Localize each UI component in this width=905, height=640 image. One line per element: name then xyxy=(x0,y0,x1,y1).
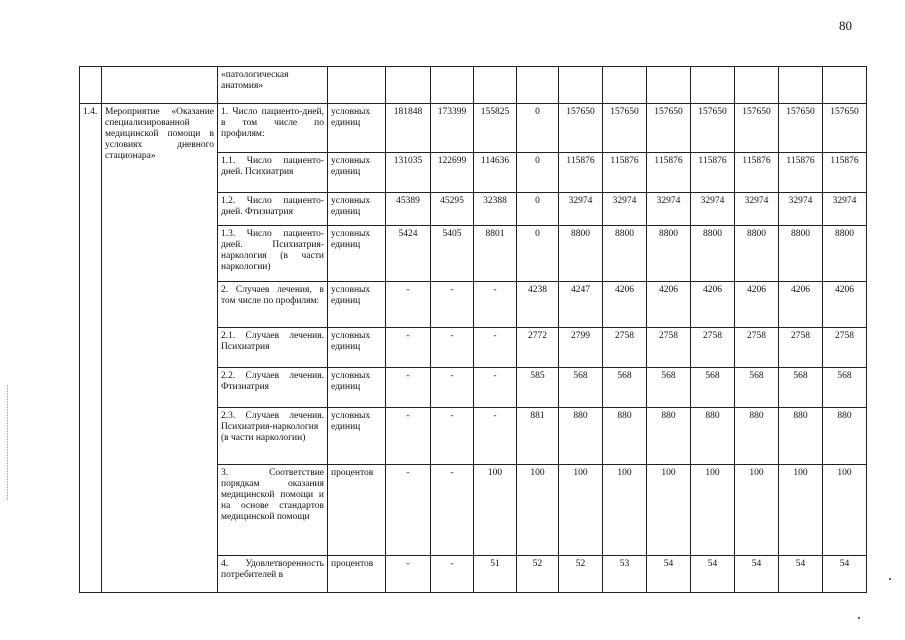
value-cell: 880 xyxy=(691,408,735,465)
value-cell: 155825 xyxy=(474,104,517,153)
value-cell: 32974 xyxy=(823,193,867,226)
item-number-cell: 1.4. xyxy=(80,104,102,593)
value-cell: - xyxy=(431,282,474,328)
value-cell: 4206 xyxy=(779,282,823,328)
cell-empty xyxy=(328,67,386,104)
value-cell: 100 xyxy=(779,465,823,556)
indicator-cell: «патологическая анатомия» xyxy=(218,67,328,104)
indicator-cell: 1. Число пациенто-дней, в том числе по профилям: xyxy=(218,104,328,153)
value-cell: 115876 xyxy=(735,153,779,193)
value-cell: 32974 xyxy=(559,193,603,226)
value-cell: 157650 xyxy=(603,104,647,153)
scan-dot xyxy=(858,617,860,619)
value-cell: - xyxy=(431,556,474,593)
unit-cell: условных единиц xyxy=(328,368,386,408)
value-cell: 173399 xyxy=(431,104,474,153)
value-cell: 2758 xyxy=(647,328,691,368)
value-cell: 45389 xyxy=(386,193,431,226)
unit-cell: условных единиц xyxy=(328,153,386,193)
cell-empty xyxy=(102,67,218,104)
value-cell: 881 xyxy=(517,408,559,465)
value-cell: 54 xyxy=(691,556,735,593)
value-cell: 100 xyxy=(517,465,559,556)
table-row xyxy=(80,104,867,153)
value-cell: - xyxy=(431,408,474,465)
cell-empty xyxy=(823,67,867,104)
value-cell: 53 xyxy=(603,556,647,593)
value-cell: 2758 xyxy=(603,328,647,368)
value-cell: 4206 xyxy=(735,282,779,328)
value-cell: 157650 xyxy=(647,104,691,153)
value-cell: 115876 xyxy=(603,153,647,193)
value-cell: - xyxy=(386,556,431,593)
value-cell: 2758 xyxy=(823,328,867,368)
value-cell: 114636 xyxy=(474,153,517,193)
value-cell: 880 xyxy=(603,408,647,465)
value-cell: 8800 xyxy=(735,226,779,282)
value-cell: 115876 xyxy=(691,153,735,193)
cell-empty xyxy=(80,67,102,104)
value-cell: 8800 xyxy=(559,226,603,282)
value-cell: 100 xyxy=(559,465,603,556)
unit-cell: процентов xyxy=(328,465,386,556)
value-cell: 880 xyxy=(823,408,867,465)
value-cell: 880 xyxy=(735,408,779,465)
value-cell: 2772 xyxy=(517,328,559,368)
value-cell: 115876 xyxy=(647,153,691,193)
value-cell: 4206 xyxy=(647,282,691,328)
value-cell: 0 xyxy=(517,153,559,193)
value-cell: 32974 xyxy=(603,193,647,226)
value-cell: 157650 xyxy=(735,104,779,153)
value-cell: 32974 xyxy=(735,193,779,226)
value-cell: 100 xyxy=(691,465,735,556)
value-cell: - xyxy=(386,465,431,556)
value-cell: 8800 xyxy=(823,226,867,282)
value-cell: 8800 xyxy=(779,226,823,282)
cell-empty xyxy=(386,67,431,104)
unit-cell: условных единиц xyxy=(328,328,386,368)
cell-empty xyxy=(735,67,779,104)
value-cell: 4206 xyxy=(691,282,735,328)
value-cell: 45295 xyxy=(431,193,474,226)
value-cell: 2758 xyxy=(735,328,779,368)
indicator-cell: 1.2. Число пациенто-дней. Фтизиатрия xyxy=(218,193,328,226)
value-cell: 8801 xyxy=(474,226,517,282)
value-cell: - xyxy=(386,408,431,465)
value-cell: 4206 xyxy=(823,282,867,328)
value-cell: 8800 xyxy=(603,226,647,282)
value-cell: 115876 xyxy=(823,153,867,193)
value-cell: 585 xyxy=(517,368,559,408)
value-cell: 880 xyxy=(779,408,823,465)
value-cell: 568 xyxy=(691,368,735,408)
value-cell: - xyxy=(474,408,517,465)
indicator-cell: 2.1. Случаев лечения. Психиатрия xyxy=(218,328,328,368)
scan-dot xyxy=(889,578,891,580)
value-cell: - xyxy=(474,368,517,408)
value-cell: 32974 xyxy=(779,193,823,226)
value-cell: 2799 xyxy=(559,328,603,368)
value-cell: 0 xyxy=(517,193,559,226)
value-cell: 32974 xyxy=(647,193,691,226)
indicator-cell: 2.3. Случаев лечения. Психиатрия-наркология (в части наркологии) xyxy=(218,408,328,465)
indicator-cell: 1.1. Число пациенто-дней. Психиатрия xyxy=(218,153,328,193)
value-cell: 568 xyxy=(823,368,867,408)
value-cell: 4247 xyxy=(559,282,603,328)
value-cell: 568 xyxy=(647,368,691,408)
cell-empty xyxy=(474,67,517,104)
value-cell: - xyxy=(431,368,474,408)
measure-cell: Мероприятие «Оказание специализированной медицинской помощи в условиях дневного стационара» xyxy=(102,104,218,593)
unit-cell: условных единиц xyxy=(328,104,386,153)
page-number: 80 xyxy=(839,18,852,33)
value-cell: 52 xyxy=(517,556,559,593)
value-cell: 568 xyxy=(735,368,779,408)
value-cell: 8800 xyxy=(647,226,691,282)
value-cell: 8800 xyxy=(691,226,735,282)
value-cell: 568 xyxy=(603,368,647,408)
value-cell: 54 xyxy=(735,556,779,593)
program-indicators-table xyxy=(79,66,867,593)
value-cell: 32388 xyxy=(474,193,517,226)
value-cell: 52 xyxy=(559,556,603,593)
indicator-cell: 4. Удовлетворенность потребителей в xyxy=(218,556,328,593)
cell-empty xyxy=(779,67,823,104)
cell-empty xyxy=(517,67,559,104)
cell-empty xyxy=(559,67,603,104)
indicator-cell: 3. Соответствие порядкам оказания медицинской помощи и на основе стандартов медицинской помощи xyxy=(218,465,328,556)
unit-cell: условных единиц xyxy=(328,226,386,282)
cell-empty xyxy=(647,67,691,104)
indicator-cell: 2.2. Случаев лечения. Фтизиатрия xyxy=(218,368,328,408)
value-cell: 181848 xyxy=(386,104,431,153)
value-cell: 157650 xyxy=(691,104,735,153)
value-cell: 568 xyxy=(779,368,823,408)
table-row xyxy=(80,67,867,104)
value-cell: 100 xyxy=(735,465,779,556)
value-cell: 54 xyxy=(779,556,823,593)
unit-cell: условных единиц xyxy=(328,282,386,328)
cell-empty xyxy=(691,67,735,104)
unit-cell: условных единиц xyxy=(328,193,386,226)
value-cell: 0 xyxy=(517,226,559,282)
value-cell: 115876 xyxy=(559,153,603,193)
value-cell: 32974 xyxy=(691,193,735,226)
value-cell: 100 xyxy=(823,465,867,556)
cell-empty xyxy=(431,67,474,104)
value-cell: - xyxy=(431,465,474,556)
value-cell: 100 xyxy=(474,465,517,556)
value-cell: 115876 xyxy=(779,153,823,193)
value-cell: - xyxy=(386,282,431,328)
value-cell: 4206 xyxy=(603,282,647,328)
value-cell: 100 xyxy=(603,465,647,556)
indicator-cell: 2. Случаев лечения, в том числе по профилям: xyxy=(218,282,328,328)
value-cell: 568 xyxy=(559,368,603,408)
value-cell: - xyxy=(386,368,431,408)
value-cell: 0 xyxy=(517,104,559,153)
value-cell: 5405 xyxy=(431,226,474,282)
margin-marks xyxy=(7,385,10,500)
value-cell: 157650 xyxy=(779,104,823,153)
value-cell: 51 xyxy=(474,556,517,593)
value-cell: 100 xyxy=(647,465,691,556)
cell-empty xyxy=(603,67,647,104)
value-cell: - xyxy=(386,328,431,368)
value-cell: 5424 xyxy=(386,226,431,282)
value-cell: 4238 xyxy=(517,282,559,328)
value-cell: - xyxy=(431,328,474,368)
value-cell: - xyxy=(474,282,517,328)
value-cell: 157650 xyxy=(559,104,603,153)
value-cell: 880 xyxy=(559,408,603,465)
value-cell: 2758 xyxy=(779,328,823,368)
value-cell: 122699 xyxy=(431,153,474,193)
indicator-cell: 1.3. Число пациенто-дней. Психиатрия-наркология (в части наркологии) xyxy=(218,226,328,282)
unit-cell: процентов xyxy=(328,556,386,593)
value-cell: 54 xyxy=(823,556,867,593)
value-cell: 2758 xyxy=(691,328,735,368)
value-cell: 880 xyxy=(647,408,691,465)
value-cell: 131035 xyxy=(386,153,431,193)
value-cell: 157650 xyxy=(823,104,867,153)
value-cell: - xyxy=(474,328,517,368)
unit-cell: условных единиц xyxy=(328,408,386,465)
value-cell: 54 xyxy=(647,556,691,593)
